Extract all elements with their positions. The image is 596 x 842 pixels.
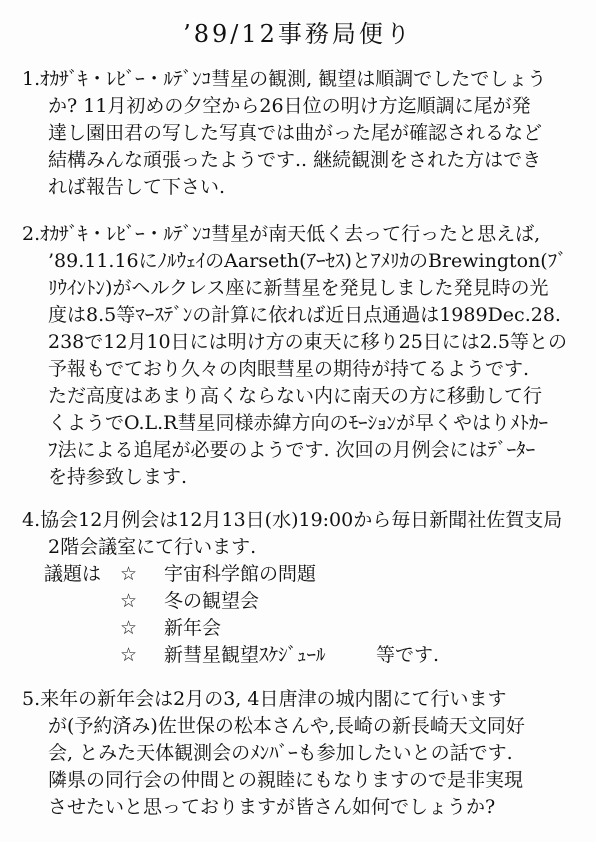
star-icon: ☆	[120, 644, 138, 666]
star-icon: ☆	[120, 590, 138, 612]
star-icon: ☆	[120, 563, 138, 585]
page-title: ’89/12事務局便り	[183, 20, 413, 48]
item-2-new-comet-brewington	[22, 221, 582, 491]
item-1-line: 達し園田君の写した写真では曲がった尾が確認されるなど	[48, 122, 543, 144]
agenda-label: 議題は	[44, 563, 102, 585]
agenda-row	[22, 561, 582, 588]
item-2-line: 度は8.5等ﾏｰｽﾃﾞﾝの計算に依れば近日点通過は1989Dec.28.	[48, 304, 561, 326]
item-2-line: ﾌ法による追尾が必要のようです. 次回の月例会にはﾃﾞｰﾀｰ	[48, 439, 536, 461]
item-4-line: 2階会議室にて行います.	[48, 536, 257, 558]
item-1-line: 1.ｵｶｻﾞｷ・ﾚﾋﾞｰ・ﾙﾃﾞﾝｺ彗星の観測, 観望は順調でしたでしょう	[22, 68, 547, 90]
item-5-new-year-party	[22, 686, 582, 821]
star-icon: ☆	[120, 617, 138, 639]
item-2-line: 予報もでており久々の肉眼彗星の期待が持てるようです.	[48, 358, 530, 380]
item-2-line: 238で12月10日には明け方の東天に移り25日には2.5等との	[48, 331, 568, 353]
agenda-row	[22, 642, 582, 669]
agenda-row	[22, 615, 582, 642]
item-2-line: を持参致します.	[48, 466, 188, 488]
agenda-item: 宇宙科学館の問題	[164, 563, 317, 585]
item-5-line: させたいと思っておりますが皆さん如何でしょうか?	[48, 796, 496, 818]
agenda-list	[22, 561, 582, 669]
item-5-line: 隣県の同行会の仲間との親睦にもなりますので是非実現	[48, 769, 524, 791]
agenda-item: 新年会	[164, 617, 222, 639]
item-1-okazaki-comet-observation	[22, 66, 582, 201]
item-5-line: が(予約済み)佐世保の松本さんや,長崎の新長崎天文同好	[48, 715, 525, 737]
item-2-line: ただ高度はあまり高くならない内に南天の方に移動して行	[48, 385, 543, 407]
item-5-line: 会, とみた天体観測会のﾒﾝﾊﾞｰも参加したいとの話です.	[48, 742, 513, 764]
item-4-december-meeting	[22, 507, 582, 666]
item-1-line: か? 11月初めの夕空から26日位の明け方迄順調に尾が発	[48, 95, 531, 117]
agenda-row	[22, 588, 582, 615]
item-5-line: 5.来年の新年会は2月の3, 4日唐津の城内閣にて行います	[22, 688, 507, 710]
item-2-line: 2.ｵｶｻﾞｷ・ﾚﾋﾞｰ・ﾙﾃﾞﾝｺ彗星が南天低く去って行ったと思えば,	[22, 223, 541, 245]
item-1-line: 結構みんな頑張ったようです.. 継続観測をされた方はでき	[48, 149, 542, 171]
item-1-line: れば報告して下さい.	[48, 176, 226, 198]
item-2-line: ’89.11.16にﾉﾙｳｪｲのAarseth(ｱｰｾｽ)とｱﾒﾘｶのBrewington(ﾌﾞ	[48, 250, 567, 272]
item-2-line: くようでO.L.R彗星同様赤緯方向のﾓｰｼｮﾝが早くやはりﾒﾄｶｰ	[48, 412, 548, 434]
agenda-item: 冬の観望会	[164, 590, 260, 612]
agenda-suffix: 等です.	[376, 644, 440, 666]
agenda-item: 新彗星観望ｽｹｼﾞｭｰﾙ	[164, 644, 326, 666]
item-2-line: ﾘｳｲﾝﾄﾝ)がヘルクレス座に新彗星を発見しました発見時の光	[48, 277, 549, 299]
item-4-line: 4.協会12月例会は12月13日(水)19:00から毎日新聞社佐賀支局	[22, 509, 563, 531]
